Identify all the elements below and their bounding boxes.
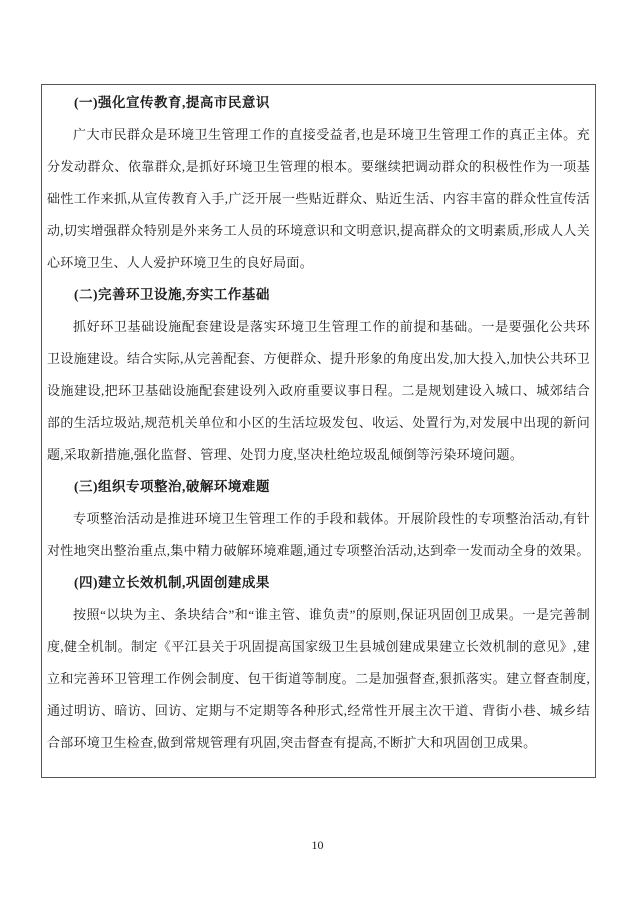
section-3-heading: (三)组织专项整治,破解环境难题	[74, 479, 270, 494]
section-1	[47, 87, 590, 279]
section-2	[47, 279, 590, 471]
section-2-heading: (二)完善环卫设施,夯实工作基础	[74, 287, 270, 302]
content-table-cell	[41, 84, 596, 778]
page-number: 10	[311, 838, 324, 852]
section-3	[47, 471, 590, 567]
section-3-paragraph: 专项整治活动是推进环境卫生管理工作的手段和载体。开展阶段性的专项整治活动,有针对性地突出整治重点,集中精力破解环境难题,通过专项整治活动,达到牵一发而动全身的效果。	[47, 511, 590, 558]
section-4-heading: (四)建立长效机制,巩固创建成果	[74, 575, 270, 590]
section-2-paragraph: 抓好环卫基础设施配套建设是落实环境卫生管理工作的前提和基础。一是要强化公共环卫设施建设。结合实际,从完善配套、方便群众、提升形象的角度出发,加大投入,加快公共环卫设施建设,把环卫基础设施配套建设列入政府重要议事日程。二是规划建设入城口、城郊结合部的生活垃圾站,规范机关单位和小区的生活垃圾发包、收运、处置行为,对发展中出现的新问题,采取新措施,强化监督、管理、处罚力度,坚决杜绝垃圾乱倾倒等污染环境问题。	[47, 319, 590, 462]
section-4	[47, 567, 590, 759]
section-1-heading: (一)强化宣传教育,提高市民意识	[74, 95, 270, 110]
section-1-paragraph: 广大市民群众是环境卫生管理工作的直接受益者,也是环境卫生管理工作的真正主体。充分发动群众、依靠群众,是抓好环境卫生管理的根本。要继续把调动群众的积极性作为一项基础性工作来抓,从宣传教育入手,广泛开展一些贴近群众、贴近生活、内容丰富的群众性宣传活动,切实增强群众特别是外来务工人员的环境意识和文明意识,提高群众的文明素质,形成人人关心环境卫生、人人爱护环境卫生的良好局面。	[47, 127, 590, 270]
section-4-paragraph: 按照“以块为主、条块结合”和“谁主管、谁负责”的原则,保证巩固创卫成果。一是完善制度,健全机制。制定《平江县关于巩固提高国家级卫生县城创建成果建立长效机制的意见》,建立和完善环卫管理工作例会制度、包干街道等制度。二是加强督查,狠抓落实。建立督查制度,通过明访、暗访、回访、定期与不定期等各种形式,经常性开展主次干道、背街小巷、城乡结合部环境卫生检查,做到常规管理有巩固,突击督查有提高,不断扩大和巩固创卫成果。	[47, 607, 590, 750]
